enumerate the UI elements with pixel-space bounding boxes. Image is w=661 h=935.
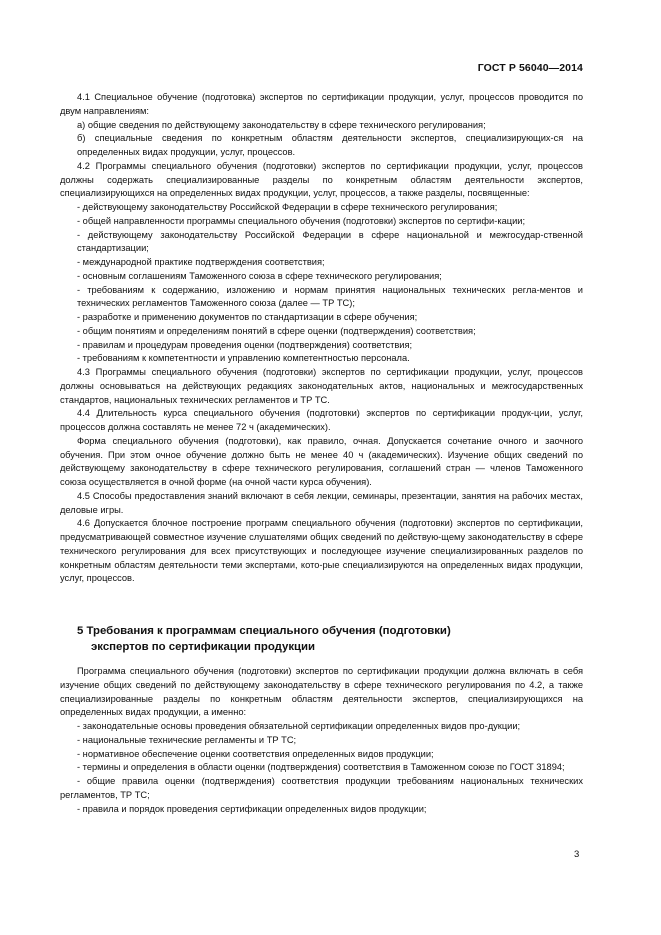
paragraph-training-form: Форма специального обучения (подготовки), как правило, очная. Допускается сочетание очного и заочного обучения. При этом очное обучение должно быть не менее 40 ч (академических). Изучение общих сведений по действующему законодательству в сфере технического регулирования, соглашений стран — членов Таможенного союза осуществляется в очной форме (на очной части курса обучения). [60, 435, 583, 487]
list-item: - правила и порядок проведения сертификации определенных видов продукции; [77, 803, 427, 814]
list-item: - требованиям к содержанию, изложению и нормам принятия национальных технических регла-ментов и технических регламентов Таможенного союза (далее — ТР ТС); [77, 284, 583, 309]
section-4-body [60, 91, 583, 586]
list-item: - общей направленности программы специального обучения (подготовки) экспертов по сертифи-кации; [77, 215, 526, 226]
section-5-heading [77, 624, 547, 655]
section-5-heading-line1: 5 Требования к программам специального обучения (подготовки) [77, 625, 451, 637]
list-item: - действующему законодательству Российской Федерации в сфере национальной и межгосудар-ственной стандартизации; [77, 229, 583, 254]
list-item: - правилам и процедурам проведения оценки (подтверждения) соответствия; [77, 339, 413, 350]
list-item: - нормативное обеспечение оценки соответствия определенных видов продукции; [77, 748, 434, 759]
list-item-b: б) специальные сведения по конкретным областям деятельности экспертов, специализирующих-ся на определенных видах продукции, услуг, процессов. [77, 133, 583, 157]
list-item: - международной практике подтверждения соответствия; [77, 257, 325, 267]
paragraph-4-2: 4.2 Программы специального обучения (подготовки) экспертов по сертификации продукции, услуг, процессов должны содержать специализированные разделы по конкретным областям деятельности экспертов, специализирующихся на определенных видах продукции, услуг, процессов, а также разделы, посвященные: [60, 160, 583, 199]
page-number: 3 [574, 849, 580, 860]
list-item: - требованиям к компетентности и управлению компетентностью персонала. [77, 353, 410, 364]
list-item: - общим понятиям и определениям понятий в сфере оценки (подтверждения) соответствия; [77, 325, 476, 336]
list-item: - разработке и применению документов по стандартизации в сфере обучения; [77, 312, 418, 322]
list-item-a: а) общие сведения по действующему законодательству в сфере технического регулирования; [77, 119, 486, 130]
paragraph-4-1: 4.1 Специальное обучение (подготовка) экспертов по сертификации продукции, услуг, процессов проводится по двум направлениям: [60, 92, 583, 116]
document-code-header: ГОСТ Р 56040—2014 [477, 62, 583, 74]
list-item: - национальные технические регламенты и ТР ТС; [77, 734, 297, 745]
section-5-heading-line2: экспертов по сертификации продукции [91, 640, 316, 653]
paragraph-5-intro: Программа специального обучения (подготовки) экспертов по сертификации продукции должна включать в себя изучение общих сведений по действующему законодательству в сфере технического регулирования по 4.2, а также специализированные разделы по конкретным областям деятельности экспертов, специализирующихся на определенных видах продукции, а именно: [60, 666, 583, 718]
list-item: - термины и определения в области оценки (подтверждения) соответствия в Таможенном союзе по ГОСТ 31894; [77, 762, 565, 773]
paragraph-4-6: 4.6 Допускается блочное построение программ специального обучения (подготовки) экспертов по сертификации, предусматривающей совместное изучение слушателями общих сведений по действую-щему законодательству в сфере технического регулирования для всех присутствующих и последующее изучение специализированных разделов по конкретным областям деятельности теми экспертами, кото-рые специализируются на определенных видах продукции, услуг, процессов. [60, 518, 583, 584]
list-item: - законодательные основы проведения обязательной сертификации определенных видов про-дукции; [77, 721, 521, 731]
list-item: - действующему законодательству Российской Федерации в сфере технического регулирования; [77, 202, 498, 212]
section-5-body [60, 665, 583, 816]
list-item: - общие правила оценки (подтверждения) соответствия продукции требованиям национальных технических регламентов, ТР ТС; [60, 776, 583, 800]
paragraph-4-3: 4.3 Программы специального обучения (подготовки) экспертов по сертификации продукции, услуг, процессов должны основываться на действующих редакциях законодательных актов, национальных и межгосударственных стандартов, национальных технических регламентов и ТР ТС. [60, 367, 583, 405]
paragraph-4-5: 4.5 Способы предоставления знаний включают в себя лекции, семинары, презентации, занятия на рабочих местах, деловые игры. [60, 490, 583, 515]
list-item: - основным соглашениям Таможенного союза в сфере технического регулирования; [77, 270, 442, 281]
paragraph-4-4: 4.4 Длительность курса специального обучения (подготовки) экспертов по сертификации продук-ции, услуг, процессов должна составлять не менее 72 ч (академических). [60, 408, 583, 432]
